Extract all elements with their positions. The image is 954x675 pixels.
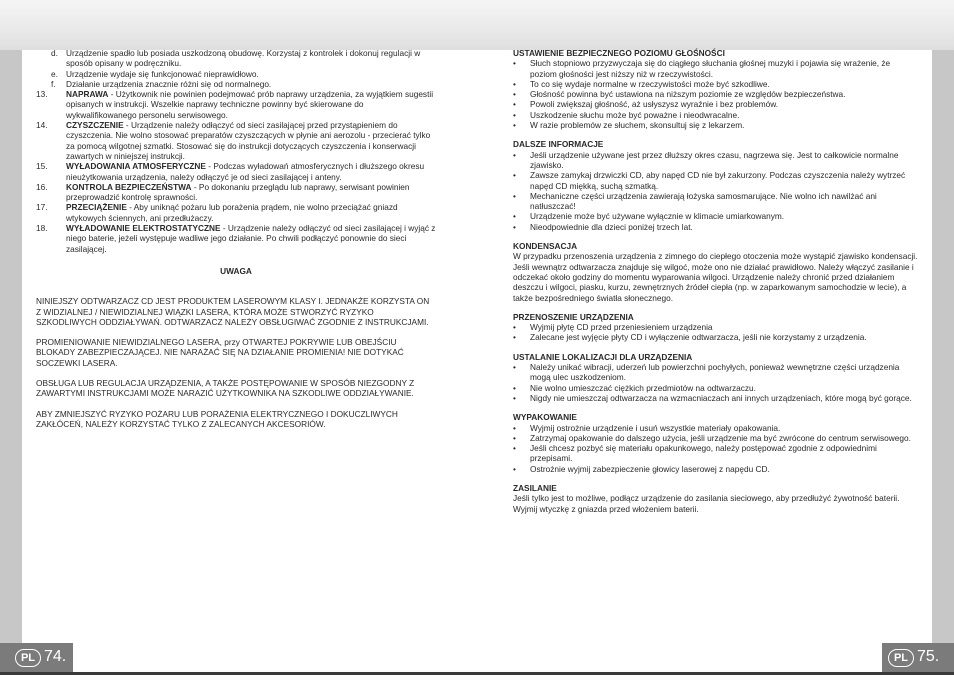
bullet-text: Powoli zwiększaj głośność, aż usłyszysz wyraźnie i bez problemów. <box>530 99 779 110</box>
item-marker: e. <box>51 68 58 79</box>
bullet-text: Wyjmij ostrożnie urządzenie i usuń wszystkie materiały opakowania. <box>530 422 781 433</box>
language-badge-right: PL <box>888 649 914 667</box>
list-item <box>36 79 436 89</box>
bullet-item <box>513 433 919 443</box>
section-heading: ZASILANIE <box>513 482 557 493</box>
bullet-marker: • <box>513 432 516 443</box>
bullet-marker: • <box>513 120 516 131</box>
bullet-item <box>513 79 919 89</box>
right-margin-strip <box>932 50 954 650</box>
bullet-text: Słuch stopniowo przyzwyczaja się do ciągłego słuchania głośnej muzyki i pojawia się wrażenie, że poziom głośności jest niższy niż w rzeczywistości. <box>530 58 891 79</box>
bullet-marker: • <box>513 149 516 160</box>
bullet-marker: • <box>513 170 516 181</box>
item-heading: CZYSZCZENIE <box>66 120 124 131</box>
bullet-item <box>513 362 919 383</box>
list-item <box>36 48 436 69</box>
bullet-marker: • <box>513 99 516 110</box>
bullet-text: Głośność powinna być ustawiona na niższym poziomie ze względów bezpieczeństwa. <box>530 89 846 100</box>
item-heading: KONTROLA BEZPIECZEŃSTWA <box>66 181 192 192</box>
bullet-item <box>513 89 919 99</box>
paragraph-gap <box>36 327 436 337</box>
page-number-left: 74. <box>44 648 67 665</box>
list-item <box>36 89 436 120</box>
bullet-marker: • <box>513 221 516 232</box>
bullet-text: Zalecane jest wyjęcie płyty CD i wyłączenie odtwarzacza, jeśli nie korzystamy z urządzenia. <box>530 332 867 343</box>
item-text: Urządzenie spadło lub posiada uszkodzoną obudowę. Korzystaj z kontrolek i dokonuj regulacji w sposób opisany w podręczniku. <box>66 48 421 69</box>
bullet-item <box>513 211 919 221</box>
bullet-item <box>513 383 919 393</box>
bullet-text: Ostrożnie wyjmij zabezpieczenie głowicy laserowej z napędu CD. <box>530 463 770 474</box>
laser-warning-paragraph: PROMIENIOWANIE NIEWIDZIALNEGO LASERA, przy OTWARTEJ POKRYWIE LUB OBEJŚCIU BLOKADY ZABEZPIECZAJĄCEJ. NIE NARAŻAĆ SIĘ NA DZIAŁANIE PROMIENIA! NIE DOTYKAĆ SOCZEWKI LASERA. <box>36 337 404 368</box>
item-heading: NAPRAWA <box>66 89 109 100</box>
item-text: - Użytkownik nie powinien podejmować prób naprawy urządzenia, za wyjątkiem sugestii opisanych w instrukcji. Wszelkie naprawy techniczne powinny być skierowane do wykwalifikowanego personelu serwisowego. <box>66 89 434 120</box>
header-band <box>0 0 954 50</box>
bullet-item <box>513 393 919 403</box>
bullet-text: W razie problemów ze słuchem, skonsultuj się z lekarzem. <box>530 120 745 131</box>
language-badge-left: PL <box>15 649 41 667</box>
bullet-text: Zatrzymaj opakowanie do dalszego użycia, jeśli urządzenie ma być zwrócone do centrum serwisowego. <box>530 432 911 443</box>
item-marker: 15. <box>36 161 48 172</box>
section-heading: PRZENOSZENIE URZĄDZENIA <box>513 311 634 322</box>
bullet-text: Jeśli chcesz pozbyć się materiału opakunkowego, należy postępować zgodnie z odpowiednimi przepisami. <box>530 443 877 464</box>
section-heading: USTALANIE LOKALIZACJI DLA URZĄDZENIA <box>513 351 693 362</box>
item-marker: 14. <box>36 120 48 131</box>
bullet-item <box>513 332 919 342</box>
bullet-item <box>513 150 919 171</box>
item-heading: WYŁADOWANIA ATMOSFERYCZNE <box>66 161 206 172</box>
warning-heading: UWAGA <box>220 265 252 276</box>
bullet-text: Mechaniczne części urządzenia zawierają łożyska samosmarujące. Nie wolno ich nawilżać ani natłuszczać! <box>530 190 877 212</box>
item-marker: 16. <box>36 181 48 192</box>
bullet-item <box>513 170 919 191</box>
bullet-marker: • <box>513 382 516 393</box>
bullet-marker: • <box>513 443 516 454</box>
laser-warning-paragraph: NINIEJSZY ODTWARZACZ CD JEST PRODUKTEM LASEROWYM KLASY I. JEDNAKŻE KORZYSTA ON Z WIDZIALNEJ / NIEWIDZIALNEJ WIĄZKI LASERA, KTÓRA MOŻE STWORZYĆ RYZYKO SZKODLIWYCH ODDZIAŁYWAŃ. ODTWARZACZ NALEŻY OBSŁUGIWAĆ ZGODNIE Z INSTRUKCJAMI. <box>36 296 430 327</box>
bullet-text: Należy unikać wibracji, uderzeń lub powierzchni pochyłych, ponieważ wewnętrzne części urządzenia mogą ulec uszkodzeniom. <box>530 362 900 383</box>
item-text: Działanie urządzenia znacznie różni się od normalnego. <box>66 78 272 89</box>
bullet-text: To co się wydaje normalne w rzeczywistości może być szkodliwe. <box>530 78 770 89</box>
bullet-item <box>513 99 919 109</box>
list-item <box>36 182 436 203</box>
left-margin-strip <box>0 50 22 650</box>
bullet-text: Nie wolno umieszczać ciężkich przedmiotów na odtwarzaczu. <box>530 382 756 393</box>
bullet-item <box>513 322 919 332</box>
list-item <box>36 120 436 161</box>
bullet-marker: • <box>513 78 516 89</box>
item-marker: 18. <box>36 223 48 234</box>
bullet-text: Zawsze zamykaj drzwiczki CD, aby napęd CD nie był zakurzony. Podczas czyszczenia należy wytrzeć napęd CD miękką, suchą szmatką. <box>530 170 906 191</box>
section-text: W przypadku przenoszenia urządzenia z zimnego do ciepłego otoczenia może wystąpić zjawisko kondensacji. Jeśli wewnątrz odtwarzacza znajduje się wilgoć, może ono nie działać prawidłowo. Należy włączyć zasilanie i odczekać około godziny do momentu wyparowania wilgoci. Urządzenie należy chronić przed działaniem deszczu i wilgoci, piasku, kurzu, zewnętrznych źródeł ciepła (np. w zaparkowanym samochodzie w lecie), a także bezpośredniego światła słonecznego. <box>513 251 918 303</box>
item-marker: 13. <box>36 89 48 100</box>
bullet-item <box>513 191 919 212</box>
bullet-marker: • <box>513 190 516 201</box>
list-item <box>36 223 436 254</box>
list-item <box>36 161 436 182</box>
item-marker: f. <box>51 78 56 89</box>
list-item <box>36 69 436 79</box>
left-page-column <box>36 48 436 429</box>
bullet-item <box>513 222 919 232</box>
bullet-text: Nigdy nie umieszczaj odtwarzacza na wzmacniaczach ani innych urządzeniach, które mogą być gorące. <box>530 392 912 403</box>
bullet-marker: • <box>513 362 516 373</box>
bullet-text: Jeśli urządzenie używane jest przez dłuższy okres czasu, nagrzewa się. Jest to całkowicie normalne zjawisko. <box>530 149 899 170</box>
bullet-marker: • <box>513 392 516 403</box>
item-text: Urządzenie wydaje się funkcjonować nieprawidłowo. <box>66 68 259 79</box>
bullet-item <box>513 58 919 79</box>
item-marker: 17. <box>36 202 48 213</box>
section-heading: USTAWIENIE BEZPIECZNEGO POZIOMU GŁOŚNOŚCI <box>513 48 725 58</box>
bullet-item <box>513 443 919 464</box>
bullet-marker: • <box>513 322 516 333</box>
bullet-item <box>513 110 919 120</box>
item-text: - Podczas wyładowań atmosferycznych i dłuższego okresu nieużytkowania urządzenia, należy odłączyć je od sieci zasilającej i anteny. <box>66 161 425 182</box>
bullet-marker: • <box>513 463 516 474</box>
section-heading: DALSZE INFORMACJE <box>513 139 604 150</box>
bullet-marker: • <box>513 332 516 343</box>
bullet-marker: • <box>513 109 516 120</box>
bullet-marker: • <box>513 58 516 69</box>
paragraph-gap <box>36 368 436 378</box>
list-item <box>36 202 436 223</box>
paragraph-gap <box>36 399 436 409</box>
item-heading: PRZECIĄŻENIE <box>66 202 127 213</box>
bullet-text: Wyjmij płytę CD przed przeniesieniem urządzenia <box>530 322 713 333</box>
item-text: - Po dokonaniu przeglądu lub naprawy, serwisant powinien przeprowadzić kontrolę sprawności. <box>66 181 410 203</box>
bullet-marker: • <box>513 211 516 222</box>
laser-warning-paragraph: ABY ZMNIEJSZYĆ RYZYKO POŻARU LUB PORAŻENIA ELEKTRYCZNEGO I DOKUCZLIWYCH ZAKŁÓCEŃ, NALEŻY KORZYSTAĆ TYLKO Z ZALECANYCH AKCESORIÓW. <box>36 408 398 429</box>
item-text: - Aby uniknąć pożaru lub porażenia prądem, nie wolno przeciążać gniazd wtykowych ściennych, ani przedłużaczy. <box>66 202 398 223</box>
item-heading: WYŁADOWANIE ELEKTROSTATYCZNE <box>66 223 221 234</box>
bullet-text: Uszkodzenie słuchu może być poważne i nieodwracalne. <box>530 109 740 120</box>
item-text: - Urządzenie należy odłączyć od sieci zasilającej przed przystąpieniem do czyszczenia. Nie wolno stosować preparatów czyszczących w płynie ani aerozolu - przecierać tylko za pomocą wilgotnej szmatki. Stosować się do instrukcji dotyczących czyszczenia i konserwacji zawartych w niniejszej instrukcji. <box>66 120 431 161</box>
bullet-item <box>513 120 919 130</box>
bullet-text: Urządzenie może być używane wyłącznie w klimacie umiarkowanym. <box>530 211 785 222</box>
laser-warning-paragraph: OBSŁUGA LUB REGULACJA URZĄDZENIA, A TAKŻE POSTĘPOWANIE W SPOSÓB NIEZGODNY Z ZAWARTYMI INSTRUKCJAMI MOŻE NARAZIĆ UŻYTKOWNIKA NA SZKODLIWE ODDZIAŁYWANIE. <box>36 378 415 399</box>
bullet-text: Nieodpowiednie dla dzieci poniżej trzech lat. <box>530 221 693 232</box>
item-text: - Urządzenie należy odłączyć od sieci zasilającej i wyjąć z niego baterie, jeżeli występuje wadliwe jego działanie. Po chwili podłączyć ponownie do sieci zasilającej. <box>66 223 436 254</box>
item-marker: d. <box>51 48 58 58</box>
bullet-item <box>513 423 919 433</box>
bullet-marker: • <box>513 422 516 433</box>
section-heading: WYPAKOWANIE <box>513 412 577 423</box>
section-text: Jeśli tylko jest to możliwe, podłącz urządzenie do zasilania sieciowego, aby przedłużyć żywotność baterii. Wyjmij wtyczkę z gniazda przed włożeniem baterii. <box>513 493 900 514</box>
right-page-column <box>513 48 919 514</box>
page-number-right: 75. <box>917 648 940 665</box>
section-heading: KONDENSACJA <box>513 241 578 252</box>
bullet-item <box>513 464 919 474</box>
bullet-marker: • <box>513 89 516 100</box>
